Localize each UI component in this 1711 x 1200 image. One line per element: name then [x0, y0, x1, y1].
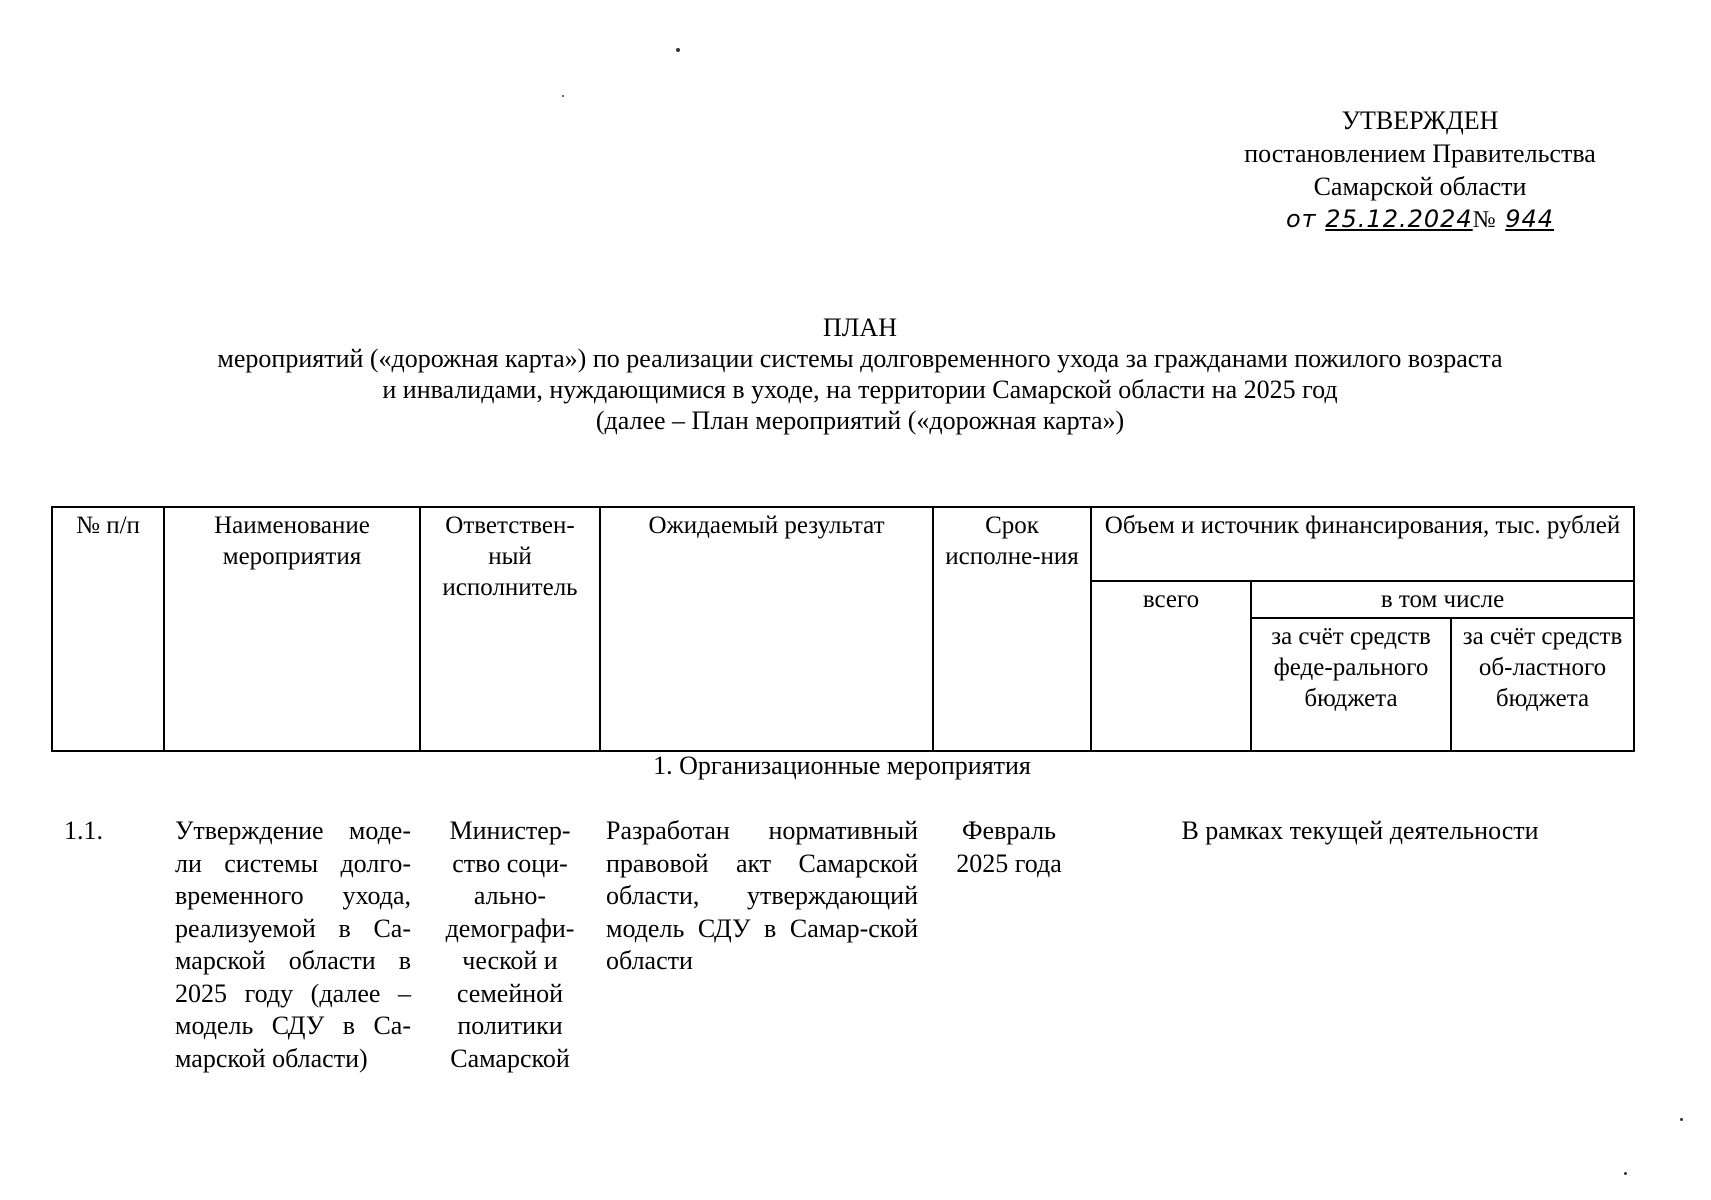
row-financing: В рамках текущей деятельности	[1181, 816, 1539, 845]
header-num: № п/п	[52, 507, 164, 751]
scan-speck	[676, 48, 680, 52]
approval-stamp	[1210, 104, 1630, 237]
header-including: в том числе	[1251, 581, 1634, 618]
plan-line-1: мероприятий («дорожная карта») по реализации системы долговременного ухода за гражданами пожилого возраста	[217, 344, 1503, 373]
approval-title: УТВЕРЖДЕН	[1341, 106, 1499, 135]
approval-signature-line	[1210, 203, 1630, 237]
plan-title-block	[140, 312, 1580, 436]
header-federal: за счёт средств феде-рального бюджета	[1251, 618, 1451, 751]
row-number: 1.1.	[64, 816, 103, 845]
plan-table-header	[51, 506, 1635, 752]
scan-speck	[562, 95, 564, 97]
header-financing: Объем и источник финансирования, тыс. рублей	[1091, 507, 1634, 581]
sig-number: 944	[1505, 205, 1555, 233]
section-title: 1. Организационные мероприятия	[653, 751, 1031, 780]
sig-prefix: от	[1285, 205, 1317, 233]
plan-line-2: и инвалидами, нуждающимися в уходе, на территории Самарской области на 2025 год	[382, 375, 1338, 404]
approval-line-1: постановлением Правительства	[1244, 139, 1596, 168]
plan-title: ПЛАН	[823, 313, 897, 342]
scan-speck	[1680, 1118, 1683, 1121]
row-executor: Министер-ство соци-ально-демографи-ческой и семейной политики Самарской	[445, 816, 575, 1073]
header-term: Срок исполне-ния	[933, 507, 1091, 751]
scan-speck	[1624, 1172, 1627, 1175]
approval-line-2: Самарской области	[1313, 172, 1527, 201]
sig-no: №	[1472, 207, 1497, 233]
row-result: Разработан нормативный правовой акт Самарской области, утверждающий модель СДУ в Самар-ской области	[606, 816, 918, 975]
header-name: Наименование мероприятия	[164, 507, 420, 751]
header-total: всего	[1091, 581, 1251, 751]
plan-line-3: (далее – План мероприятий («дорожная карта»)	[595, 406, 1125, 435]
header-result: Ожидаемый результат	[600, 507, 933, 751]
header-executor: Ответствен-ный исполнитель	[420, 507, 600, 751]
row-term: Февраль 2025 года	[956, 816, 1062, 878]
sig-date: 25.12.2024	[1325, 205, 1473, 233]
header-regional: за счёт средств об-ластного бюджета	[1451, 618, 1634, 751]
row-activity-name: Утверждение моде-ли системы долго-временного ухода, реализуемой в Са-марской области в 2025 году (далее – модель СДУ в Са-марской области)	[175, 816, 411, 1073]
